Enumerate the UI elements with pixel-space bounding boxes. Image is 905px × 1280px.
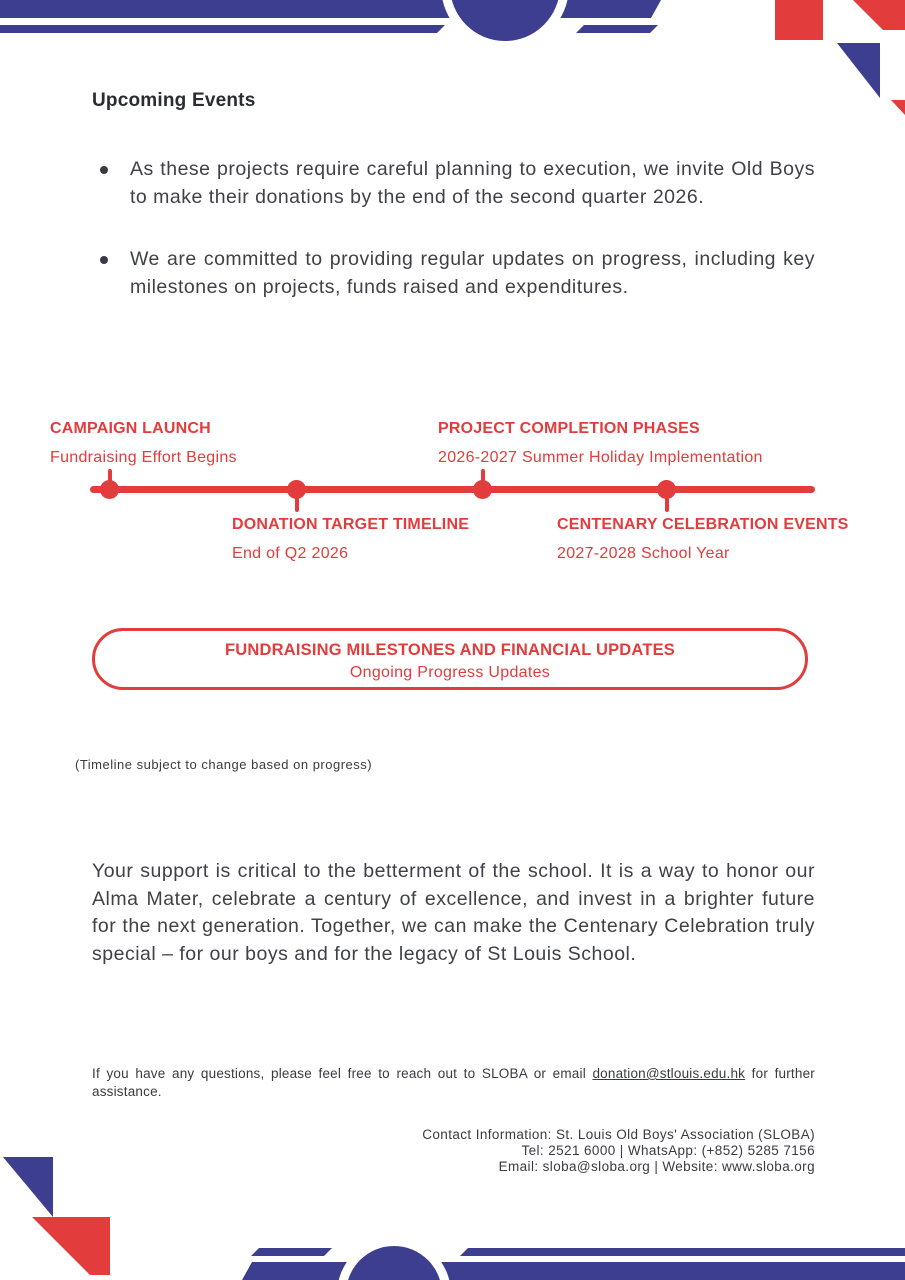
top-border-decoration	[0, 0, 905, 46]
contact-line-tel: Tel: 2521 6000 | WhatsApp: (+852) 5285 7156	[521, 1143, 815, 1158]
timeline-note: (Timeline subject to change based on progress)	[75, 757, 373, 772]
milestones-banner	[92, 628, 808, 690]
timeline-event-title: CAMPAIGN LAUNCH	[50, 420, 211, 437]
assistance-note	[92, 1065, 815, 1100]
timeline-event-subtitle: Fundraising Effort Begins	[50, 449, 237, 466]
timeline-marker-stem	[295, 497, 299, 512]
timeline-line	[90, 486, 815, 493]
bullet-icon	[100, 166, 108, 174]
timeline-event-campaign-launch	[50, 420, 237, 467]
contact-line-org: Contact Information: St. Louis Old Boys' Association (SLOBA)	[422, 1127, 815, 1142]
bullet-icon	[100, 256, 108, 264]
timeline-event-donation-target	[232, 516, 469, 563]
timeline-marker-stem	[665, 497, 669, 512]
timeline-event-subtitle: 2026-2027 Summer Holiday Implementation	[438, 449, 763, 466]
timeline-event-title: PROJECT COMPLETION PHASES	[438, 420, 700, 437]
bullet-text: We are committed to providing regular updates on progress, including key milestones on projects, funds raised and expenditures.	[130, 248, 815, 298]
timeline-event-title: CENTENARY CELEBRATION EVENTS	[557, 516, 849, 533]
timeline-marker	[100, 480, 119, 499]
timeline-event-centenary-celebration	[557, 516, 849, 563]
contact-line-email: Email: sloba@sloba.org | Website: www.sloba.org	[498, 1159, 815, 1174]
bullet-list	[92, 156, 815, 336]
donation-email-link[interactable]: donation@stlouis.edu.hk	[592, 1066, 746, 1081]
milestones-banner-subtitle: Ongoing Progress Updates	[349, 664, 551, 681]
corner-ribbon-top-right	[770, 0, 905, 135]
page-title: Upcoming Events	[92, 90, 256, 111]
timeline-event-title: DONATION TARGET TIMELINE	[232, 516, 470, 533]
assistance-text-after: for further assistance.	[92, 1066, 815, 1099]
contact-info	[92, 1127, 815, 1175]
timeline-event-subtitle: 2027-2028 School Year	[557, 545, 730, 562]
timeline-marker	[473, 480, 492, 499]
milestones-banner-title: FUNDRAISING MILESTONES AND FINANCIAL UPDATES	[224, 641, 676, 659]
list-item	[92, 156, 815, 211]
timeline-marker	[657, 480, 676, 499]
assistance-text-before: If you have any questions, please feel free to reach out to SLOBA or email	[92, 1066, 593, 1081]
support-paragraph: Your support is critical to the betterment of the school. It is a way to honor our Alma Mater, celebrate a century of excellence, and invest in a brighter future for the next generation. Together, we can make the Centenary Celebration truly special – for our boys and for the legacy of St Louis School.	[92, 860, 815, 965]
timeline-marker	[287, 480, 306, 499]
list-item	[92, 246, 815, 301]
bullet-text: As these projects require careful planning to execution, we invite Old Boys to make their donations by the end of the second quarter 2026.	[130, 158, 815, 208]
bottom-border-decoration	[0, 1234, 905, 1280]
timeline-event-project-completion	[438, 420, 763, 467]
timeline-event-subtitle: End of Q2 2026	[232, 545, 349, 562]
